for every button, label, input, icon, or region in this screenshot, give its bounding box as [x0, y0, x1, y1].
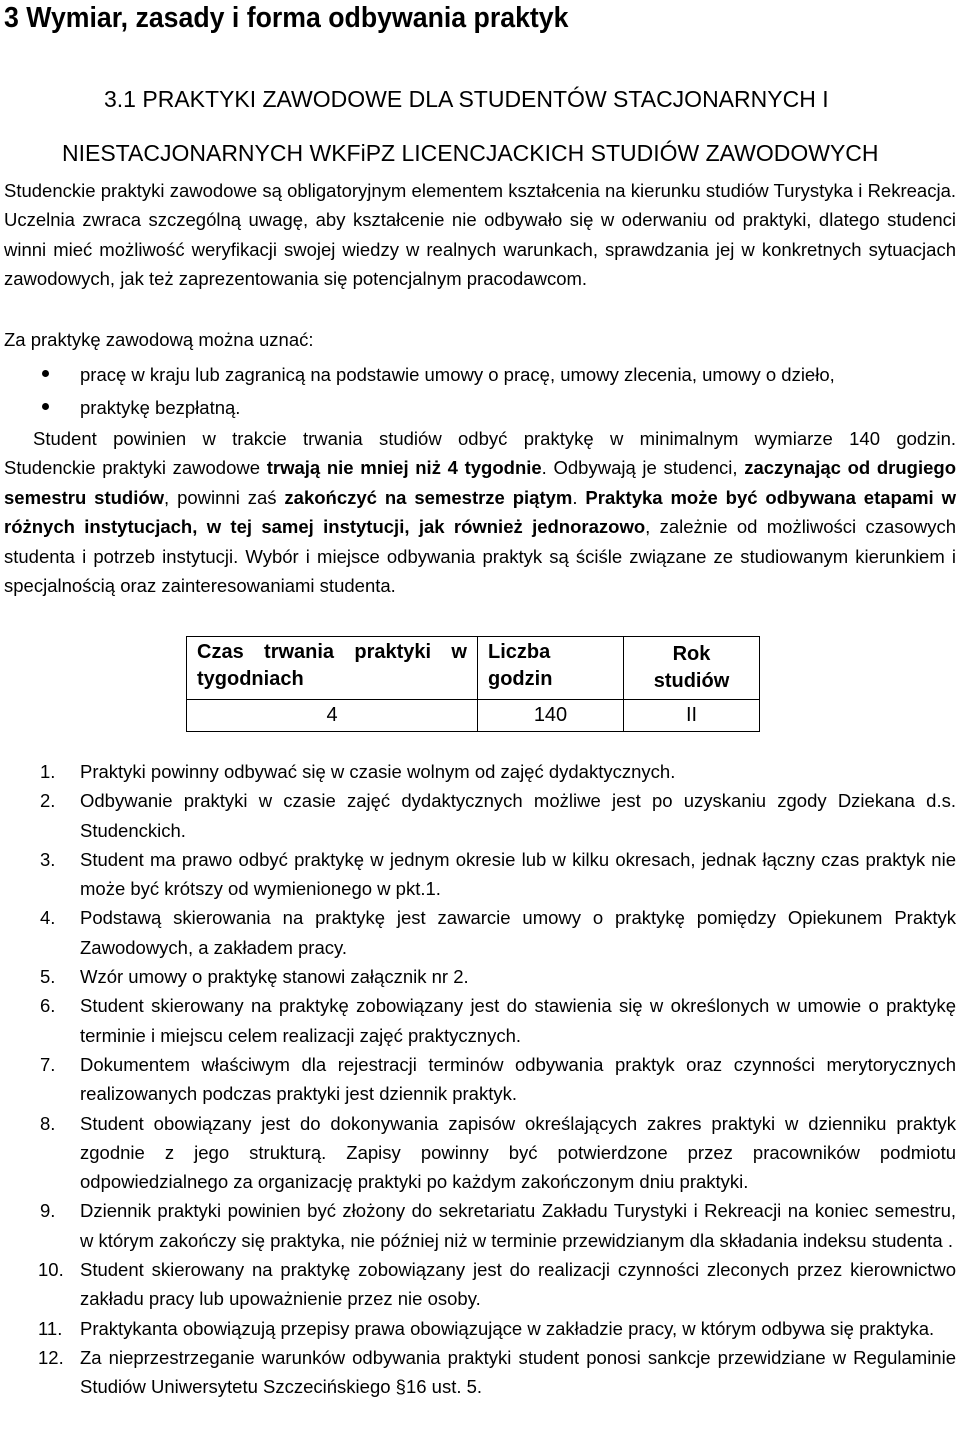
duration-text: Studenckie praktyki zawodowe trwają nie mniej niż 4 tygodnie. Odbywają je studenci, zaczynając od drugiego semestru studiów, powinni zaś zakończyć na semestrze piątym. Praktyka może być odbywana etapami w różnych instytucjach, w tej samej instytucji, jak również jednorazowo, zależnie od możliwości czasowych studenta i potrzeb instytucji. Wybór i miejsce odbywania praktyk są ściśle związane ze studiowanym kierunkiem i specjalnością oraz zainteresowaniami studenta.	[4, 457, 956, 597]
lead-text: Za praktykę zawodową można uznać:	[4, 329, 314, 350]
bullet-text: pracę w kraju lub zagranicą na podstawie umowy o pracę, umowy zlecenia, umowy o dzieło,	[80, 364, 835, 385]
section-title-line-1: 3.1 PRAKTYKI ZAWODOWE DLA STUDENTÓW STACJONARNYCH I	[104, 86, 829, 112]
list-item-text: Student ma prawo odbyć praktykę w jednym okresie lub w kilku okresach, jednak łączny czas praktyk nie może być krótszy od wymienionego w pkt.1.	[80, 848, 956, 900]
list-item	[0, 1196, 956, 1255]
list-item-text: Dokumentem właściwym dla rejestracji terminów odbywania praktyk oraz czynności merytorycznych realizowanych podczas praktyki jest dziennik praktyk.	[80, 1053, 956, 1105]
list-item-number: 4.	[40, 907, 56, 929]
list-item-number: 3.	[40, 848, 56, 870]
chapter-title: 3 Wymiar, zasady i forma odbywania praktyk	[4, 2, 569, 34]
list-item	[0, 391, 950, 424]
list-item-number: 12.	[38, 1346, 64, 1368]
duration-emphasis: trwają nie mniej niż 4 tygodnie	[266, 457, 542, 479]
section-title-line-2: NIESTACJONARNYCH WKFiPZ LICENCJACKICH STUDIÓW ZAWODOWYCH	[62, 140, 879, 166]
bullet-list	[0, 358, 950, 424]
list-item	[0, 1050, 956, 1109]
list-item-text: Student skierowany na praktykę zobowiązany jest do stawienia się w określonych w umowie o praktykę terminie i miejscu celem realizacji zajęć praktycznych.	[80, 995, 956, 1046]
table-header-cell: Rok studiów	[624, 637, 760, 700]
bullet-icon	[42, 370, 49, 377]
list-item-text: Dziennik praktyki powinien być złożony do sekretariatu Zakładu Turystyki i Rekreacji na koniec semestru, w którym zakończy się praktyka, nie później niż w terminie przewidzianym dla składania indeksu studenta .	[80, 1200, 956, 1251]
list-item-text: Praktykanta obowiązują przepisy prawa obowiązujące w zakładzie pracy, w którym odbywa się praktyka.	[80, 1317, 935, 1339]
table-row	[187, 700, 760, 732]
bullet-icon	[42, 403, 49, 410]
list-item	[0, 903, 956, 962]
table-cell: 4	[187, 700, 478, 732]
list-item-number: 5.	[40, 966, 56, 988]
rules-list	[0, 757, 956, 1402]
list-item	[0, 962, 956, 991]
list-item-number: 1.	[40, 761, 56, 782]
table-header-cell: Czas trwania praktyki w tygodniach	[187, 637, 478, 700]
list-item	[0, 991, 956, 1050]
list-item	[0, 358, 950, 391]
list-item	[0, 1314, 956, 1343]
list-item-number: 11.	[38, 1317, 63, 1339]
list-item-text: Student skierowany na praktykę zobowiązany jest do realizacji czynności zleconych przez kierownictwo zakładu pracy lub upoważnienie przez nie osoby.	[80, 1259, 956, 1310]
list-item	[0, 757, 956, 786]
minimum-hours-sentence: Student powinien w trakcie trwania studiów odbyć praktykę w minimalnym wymiarze 140 godzin.	[33, 428, 956, 449]
list-item-number: 8.	[40, 1112, 56, 1134]
start-emphasis: zaczynając od drugiego semestru studiów	[4, 457, 956, 508]
list-item-text: Student obowiązany jest do dokonywania zapisów określających zakres praktyki w dzienniku praktyk zgodnie z jego strukturą. Zapisy powinny być potwierdzone przez pracowników podmiotu odpowiedzialnego za organizację praktyki po każdym zakończonym dniu praktyki.	[80, 1112, 956, 1193]
end-emphasis: zakończyć na semestrze piątym	[284, 486, 573, 508]
list-item	[0, 845, 956, 904]
list-item-text: Wzór umowy o praktykę stanowi załącznik nr 2.	[80, 966, 469, 988]
list-item-text: Podstawą skierowania na praktykę jest zawarcie umowy o praktykę pomiędzy Opiekunem Praktyk Zawodowych, a zakładem pracy.	[80, 907, 956, 958]
list-item-text: Odbywanie praktyki w czasie zajęć dydaktycznych możliwe jest po uzyskaniu zgody Dziekana d.s. Studenckich.	[80, 790, 956, 841]
list-item	[0, 1255, 956, 1314]
list-item-text: Praktyki powinny odbywać się w czasie wolnym od zajęć dydaktycznych.	[80, 761, 676, 782]
requirements-paragraph	[4, 424, 956, 600]
list-item-text: Za nieprzestrzeganie warunków odbywania praktyki student ponosi sankcje przewidziane w Regulaminie Studiów Uniwersytetu Szczecińskiego §16 ust. 5.	[80, 1346, 956, 1398]
table-header-cell: Liczba godzin	[478, 637, 624, 700]
stages-emphasis: Praktyka może być odbywana etapami w różnych instytucjach, w tej samej instytucji, jak również jednorazowo	[4, 486, 956, 538]
intro-paragraph: Studenckie praktyki zawodowe są obligatoryjnym elementem kształcenia na kierunku studiów Turystyka i Rekreacja. Uczelnia zwraca szczególną uwagę, aby kształcenie nie odbywało się w oderwaniu od praktyki, dlatego studenci winni mieć możliwość weryfikacji swojej wiedzy w realnych warunkach, sprawdzania jej w konkretnych sytuacjach zawodowych, jak też zaprezentowania się potencjalnym pracodawcom.	[4, 180, 956, 290]
list-item-number: 7.	[40, 1053, 56, 1075]
list-item-number: 9.	[40, 1200, 56, 1222]
table-cell: 140	[478, 700, 624, 732]
table-header-row	[187, 637, 760, 700]
table-cell: II	[624, 700, 760, 732]
list-item	[0, 786, 956, 845]
list-item-number: 2.	[40, 790, 56, 812]
list-item-number: 6.	[40, 995, 56, 1017]
list-item	[0, 1343, 956, 1402]
list-item-number: 10.	[38, 1259, 64, 1281]
list-item	[0, 1109, 956, 1197]
section-title	[62, 72, 957, 180]
practice-hours-table	[186, 636, 760, 732]
bullet-text: praktykę bezpłatną.	[80, 397, 241, 418]
